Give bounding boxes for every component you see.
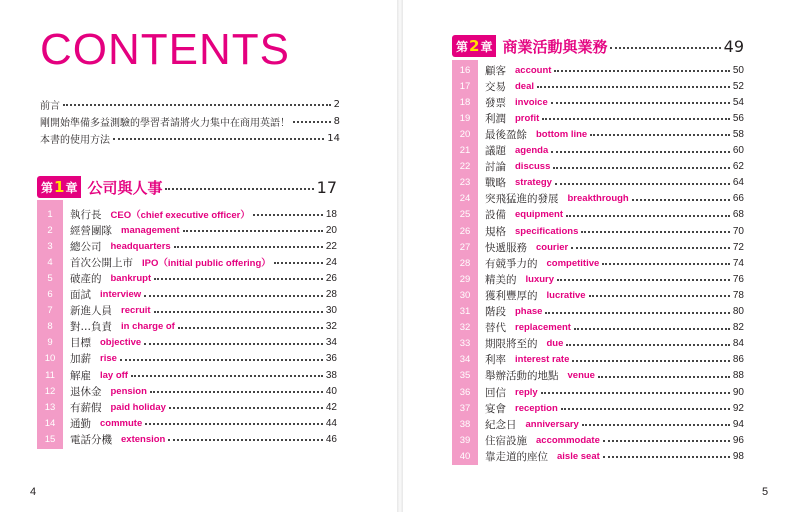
- toc-entry[interactable]: [37, 222, 337, 238]
- front-matter-row[interactable]: [40, 130, 340, 146]
- toc-entry[interactable]: [452, 126, 744, 142]
- entry-english-term: recruit: [121, 305, 151, 317]
- entry-english-term: paid holiday: [110, 401, 166, 413]
- entry-chinese-term: 討論: [485, 161, 506, 174]
- toc-entry[interactable]: [452, 94, 744, 110]
- entry-english-term: aisle seat: [557, 450, 600, 462]
- toc-entry[interactable]: [37, 351, 337, 367]
- entry-english-term: profit: [515, 112, 540, 124]
- entry-chinese-term: 首次公開上市: [70, 256, 133, 269]
- entry-english-term: bankrupt: [110, 272, 152, 284]
- entry-number: 4: [47, 256, 53, 268]
- entry-chinese-term: 戰略: [485, 177, 506, 190]
- dot-leader: [590, 134, 730, 136]
- entry-number: 14: [44, 417, 56, 429]
- dot-leader: [561, 408, 730, 410]
- entry-number: 12: [44, 385, 56, 397]
- dot-leader: [582, 424, 730, 426]
- entry-page: 72: [732, 241, 744, 253]
- dot-leader: [169, 407, 323, 409]
- chapter-suffix: 章: [480, 39, 493, 54]
- chapter-1-tag: [37, 176, 81, 198]
- entry-page: 56: [732, 112, 744, 124]
- toc-entry[interactable]: [452, 255, 744, 271]
- entry-chinese-term: 利潤: [485, 112, 506, 125]
- entry-number: 29: [459, 273, 471, 285]
- entry-english-term: reply: [515, 386, 538, 398]
- dot-leader: [178, 327, 323, 329]
- entry-chinese-term: 顧客: [485, 64, 506, 77]
- entry-number: 9: [47, 337, 53, 349]
- front-matter-page: 8: [333, 115, 340, 127]
- entry-number: 2: [47, 224, 53, 236]
- toc-entry[interactable]: [37, 254, 337, 270]
- dot-leader: [557, 279, 730, 281]
- toc-entry[interactable]: [37, 399, 337, 415]
- toc-entry[interactable]: [452, 143, 744, 159]
- entry-english-term: anniversary: [525, 418, 579, 430]
- entry-number: 13: [44, 401, 56, 413]
- entry-chinese-term: 回信: [485, 386, 506, 399]
- entry-chinese-term: 階段: [485, 306, 506, 318]
- entry-page: 44: [325, 417, 337, 429]
- entry-page: 18: [325, 208, 337, 220]
- entry-chinese-term: 宴會: [485, 402, 506, 415]
- dot-leader: [555, 183, 730, 185]
- toc-entry[interactable]: [452, 110, 744, 126]
- entry-page: 22: [325, 240, 337, 252]
- entry-chinese-term: 紀念日: [485, 418, 517, 431]
- entry-chinese-term: 靠走道的座位: [485, 450, 548, 463]
- entry-english-term: CEO（chief executive officer）: [110, 210, 250, 221]
- dot-leader: [63, 104, 331, 106]
- entry-number: 18: [459, 96, 471, 108]
- entry-page: 28: [325, 289, 337, 300]
- entry-chinese-term: 有薪假: [70, 401, 102, 414]
- entry-chinese-term: 目標: [70, 337, 91, 350]
- entry-english-term: breakthrough: [567, 193, 629, 205]
- front-matter-label: 剛開始準備多益測驗的學習者請將火力集中在商用英語！: [40, 117, 290, 129]
- toc-entry[interactable]: [452, 336, 744, 352]
- toc-entry[interactable]: [37, 335, 337, 351]
- entry-english-term: replacement: [515, 322, 571, 334]
- dot-leader: [553, 167, 729, 169]
- toc-entry[interactable]: [37, 287, 337, 303]
- entry-page: 58: [732, 128, 744, 140]
- entry-page: 50: [732, 64, 744, 76]
- toc-entry[interactable]: [37, 415, 337, 431]
- toc-entry[interactable]: [452, 400, 744, 416]
- dot-leader: [154, 311, 323, 313]
- toc-entry[interactable]: [37, 303, 337, 319]
- dot-leader: [120, 359, 323, 361]
- entry-chinese-term: 替代: [485, 322, 506, 335]
- entry-chinese-term: 新進人員: [70, 305, 112, 318]
- entry-english-term: lay off: [100, 369, 128, 381]
- entry-chinese-term: 獲利豐厚的: [485, 289, 538, 302]
- entry-page: 78: [732, 289, 744, 301]
- entry-number: 28: [459, 257, 471, 269]
- entry-chinese-term: 精美的: [485, 273, 517, 286]
- dot-leader: [144, 295, 323, 297]
- entry-chinese-term: 破產的: [70, 272, 102, 285]
- entry-english-term: invoice: [515, 96, 548, 108]
- entry-english-term: interview: [100, 289, 142, 300]
- entry-english-term: commute: [100, 417, 143, 429]
- dot-leader: [154, 278, 323, 280]
- entry-page: 88: [732, 370, 744, 382]
- entry-page: 54: [732, 96, 744, 108]
- entry-page: 82: [732, 322, 744, 334]
- entry-page: 42: [325, 401, 337, 413]
- entry-chinese-term: 面試: [70, 289, 91, 301]
- entry-english-term: objective: [100, 337, 142, 349]
- toc-entry[interactable]: [452, 432, 744, 448]
- entry-page: 60: [732, 145, 744, 156]
- dot-leader: [574, 328, 730, 330]
- entry-chinese-term: 舉辦活動的地點: [485, 370, 559, 383]
- toc-entry[interactable]: [452, 368, 744, 384]
- entry-number: 30: [459, 289, 471, 301]
- entry-number: 5: [47, 272, 53, 284]
- entry-chinese-term: 總公司: [70, 240, 102, 253]
- front-matter-label: 前言: [40, 100, 60, 112]
- dot-leader: [598, 376, 730, 378]
- entry-page: 94: [732, 418, 744, 430]
- entry-page: 40: [325, 385, 337, 397]
- entry-english-term: rise: [100, 353, 117, 365]
- entry-page: 68: [732, 209, 744, 221]
- dot-leader: [537, 86, 730, 88]
- entry-english-term: luxury: [525, 273, 555, 285]
- book-spine: [397, 0, 403, 512]
- entry-chinese-term: 最後盈餘: [485, 128, 527, 141]
- entry-number: 35: [459, 370, 471, 382]
- entry-page: 64: [732, 177, 744, 189]
- entry-number: 23: [459, 177, 471, 189]
- entry-chinese-term: 發票: [485, 96, 506, 109]
- dot-leader: [603, 456, 730, 458]
- entry-english-term: deal: [515, 80, 535, 92]
- entry-number: 26: [459, 225, 471, 237]
- entry-number: 20: [459, 128, 471, 140]
- toc-entry[interactable]: [452, 159, 744, 175]
- dot-leader: [603, 440, 730, 442]
- entry-chinese-term: 經營團隊: [70, 224, 112, 237]
- entry-page: 36: [325, 353, 337, 365]
- entry-number: 3: [47, 240, 53, 252]
- entry-number: 37: [459, 402, 471, 414]
- entry-page: 70: [732, 225, 744, 237]
- entry-english-term: agenda: [515, 145, 549, 156]
- front-matter-row[interactable]: [40, 96, 340, 112]
- entry-english-term: accommodate: [536, 434, 600, 446]
- dot-leader: [542, 118, 730, 120]
- entry-number: 33: [459, 338, 471, 350]
- entry-page: 98: [732, 450, 744, 462]
- entry-chinese-term: 有競爭力的: [485, 257, 538, 270]
- entry-number: 27: [459, 241, 471, 253]
- entry-number: 21: [459, 145, 471, 156]
- dot-leader: [581, 231, 730, 233]
- entry-number: 32: [459, 322, 471, 334]
- entry-page: 66: [732, 193, 744, 205]
- dot-leader: [253, 214, 323, 216]
- entry-number: 40: [459, 450, 471, 462]
- entry-page: 32: [325, 321, 337, 333]
- chapter-suffix: 章: [65, 180, 78, 195]
- chapter-prefix: 第: [456, 39, 469, 54]
- entry-english-term: courier: [536, 241, 569, 253]
- entry-english-term: discuss: [515, 161, 551, 173]
- entry-page: 46: [325, 433, 337, 445]
- entry-page: 34: [325, 337, 337, 349]
- entry-page: 92: [732, 402, 744, 414]
- entry-chinese-term: 住宿設施: [485, 434, 527, 447]
- entry-chinese-term: 退休金: [70, 385, 102, 398]
- entry-number: 24: [459, 193, 471, 205]
- dot-leader: [174, 246, 323, 248]
- dot-leader: [551, 151, 730, 153]
- toc-entry[interactable]: [452, 78, 744, 94]
- entry-chinese-term: 利率: [485, 354, 506, 367]
- dot-leader: [150, 391, 323, 393]
- toc-entry[interactable]: [452, 223, 744, 239]
- entry-page: 30: [325, 305, 337, 317]
- chapter-number: 1: [54, 178, 65, 196]
- chapter-2-tag: [452, 35, 496, 57]
- toc-entry[interactable]: [37, 238, 337, 254]
- entry-english-term: in charge of: [121, 321, 175, 333]
- chapter-number: 2: [469, 37, 480, 55]
- entry-page: 38: [325, 369, 337, 381]
- toc-entry[interactable]: [452, 448, 744, 464]
- dot-leader: [145, 423, 323, 425]
- entry-number: 19: [459, 112, 471, 124]
- toc-entry[interactable]: [452, 320, 744, 336]
- entry-page: 20: [325, 224, 337, 236]
- entry-number: 16: [459, 64, 471, 76]
- front-matter-label: 本書的使用方法: [40, 134, 110, 146]
- dot-leader: [165, 188, 313, 190]
- entry-chinese-term: 通勤: [70, 417, 91, 430]
- entry-number: 22: [459, 161, 471, 173]
- toc-entry[interactable]: [37, 383, 337, 399]
- entry-number: 7: [47, 305, 53, 317]
- entry-english-term: reception: [515, 402, 558, 414]
- dot-leader: [551, 102, 730, 104]
- entry-english-term: lucrative: [546, 289, 586, 301]
- entry-chinese-term: 對…負責: [70, 321, 112, 334]
- toc-entry[interactable]: [37, 206, 337, 222]
- dot-leader: [113, 138, 324, 140]
- dot-leader: [572, 360, 729, 362]
- toc-entry[interactable]: [37, 367, 337, 383]
- toc-entry[interactable]: [452, 207, 744, 223]
- entry-number: 1: [47, 208, 53, 220]
- dot-leader: [566, 215, 730, 217]
- dot-leader: [632, 199, 730, 201]
- toc-entry[interactable]: [452, 416, 744, 432]
- toc-entry[interactable]: [452, 287, 744, 303]
- entry-english-term: due: [546, 338, 564, 350]
- chapter-2-title: 商業活動與業務: [502, 37, 608, 56]
- dot-leader: [566, 344, 729, 346]
- dot-leader: [183, 230, 323, 232]
- dot-leader: [168, 439, 323, 441]
- entry-english-term: bottom line: [536, 128, 588, 140]
- entry-chinese-term: 執行長: [70, 208, 102, 221]
- dot-leader: [602, 263, 730, 265]
- entry-chinese-term: 快遞服務: [485, 241, 527, 254]
- entry-english-term: venue: [567, 370, 595, 382]
- entry-page: 84: [732, 338, 744, 350]
- chapter-prefix: 第: [41, 180, 54, 195]
- entry-english-term: management: [121, 224, 180, 236]
- entry-number: 38: [459, 418, 471, 430]
- entry-number: 36: [459, 386, 471, 398]
- chapter-1-heading[interactable]: [37, 177, 337, 197]
- entry-english-term: strategy: [515, 177, 552, 189]
- entry-number: 10: [44, 353, 56, 365]
- dot-leader: [589, 295, 730, 297]
- toc-entry[interactable]: [37, 319, 337, 335]
- dot-leader: [571, 247, 730, 249]
- dot-leader: [293, 121, 331, 123]
- entry-chinese-term: 解雇: [70, 369, 91, 382]
- chapter-1-page: 17: [316, 177, 337, 197]
- entry-page: 26: [325, 272, 337, 284]
- chapter-1-title: 公司與人事: [87, 178, 163, 197]
- toc-entry[interactable]: [452, 239, 744, 255]
- dot-leader: [545, 312, 729, 314]
- entry-english-term: phase: [515, 306, 543, 317]
- entry-english-term: account: [515, 64, 552, 76]
- entry-number: 25: [459, 209, 471, 221]
- entry-english-term: interest rate: [515, 354, 570, 366]
- right-page-number: 5: [762, 486, 769, 498]
- front-matter-row[interactable]: [40, 113, 340, 129]
- dot-leader: [554, 70, 729, 72]
- entry-page: 24: [325, 256, 337, 268]
- entry-english-term: IPO（initial public offering）: [142, 258, 271, 270]
- page-title: CONTENTS: [40, 25, 290, 74]
- entry-page: 86: [732, 354, 744, 366]
- dot-leader: [144, 343, 323, 345]
- entry-page: 80: [732, 306, 744, 317]
- entry-chinese-term: 電話分機: [70, 433, 112, 446]
- toc-entry[interactable]: [452, 271, 744, 287]
- toc-entry[interactable]: [37, 431, 337, 447]
- entry-chinese-term: 規格: [485, 225, 506, 238]
- entry-number: 39: [459, 434, 471, 446]
- toc-entry[interactable]: [452, 304, 744, 320]
- entry-english-term: competitive: [546, 257, 600, 269]
- entry-page: 96: [732, 434, 744, 446]
- entry-chinese-term: 期限將至的: [485, 338, 538, 351]
- entry-chinese-term: 突飛猛進的發展: [485, 193, 559, 206]
- entry-chinese-term: 議題: [485, 145, 506, 157]
- entry-number: 17: [459, 80, 471, 92]
- entry-page: 90: [732, 386, 744, 398]
- toc-entry[interactable]: [452, 191, 744, 207]
- entry-chinese-term: 設備: [485, 209, 506, 222]
- chapter-2-page: 49: [723, 36, 744, 56]
- front-matter-page: 14: [327, 132, 340, 144]
- entry-chinese-term: 加薪: [70, 353, 91, 366]
- dot-leader: [274, 262, 323, 264]
- front-matter-page: 2: [333, 98, 340, 110]
- dot-leader: [541, 392, 730, 394]
- entry-page: 62: [732, 161, 744, 173]
- entry-number: 11: [45, 369, 55, 381]
- entry-number: 8: [47, 321, 53, 333]
- entry-english-term: equipment: [515, 209, 564, 221]
- toc-entry[interactable]: [452, 352, 744, 368]
- entry-english-term: headquarters: [110, 240, 171, 252]
- toc-entry[interactable]: [37, 270, 337, 286]
- entry-number: 34: [459, 354, 471, 366]
- entry-page: 76: [732, 273, 744, 285]
- left-page-number: 4: [30, 486, 37, 498]
- dot-leader: [131, 375, 323, 377]
- dot-leader: [610, 47, 720, 49]
- entry-page: 52: [732, 80, 744, 92]
- toc-entry[interactable]: [452, 62, 744, 78]
- entry-english-term: extension: [121, 433, 166, 445]
- entry-number: 31: [459, 306, 471, 317]
- entry-page: 74: [732, 257, 744, 269]
- chapter-2-heading[interactable]: [452, 36, 744, 56]
- entry-english-term: pension: [110, 385, 147, 397]
- entry-number: 6: [47, 289, 53, 300]
- toc-entry[interactable]: [452, 175, 744, 191]
- toc-entry[interactable]: [452, 384, 744, 400]
- entry-english-term: specifications: [515, 225, 579, 237]
- entry-chinese-term: 交易: [485, 80, 506, 93]
- entry-number: 15: [44, 433, 56, 445]
